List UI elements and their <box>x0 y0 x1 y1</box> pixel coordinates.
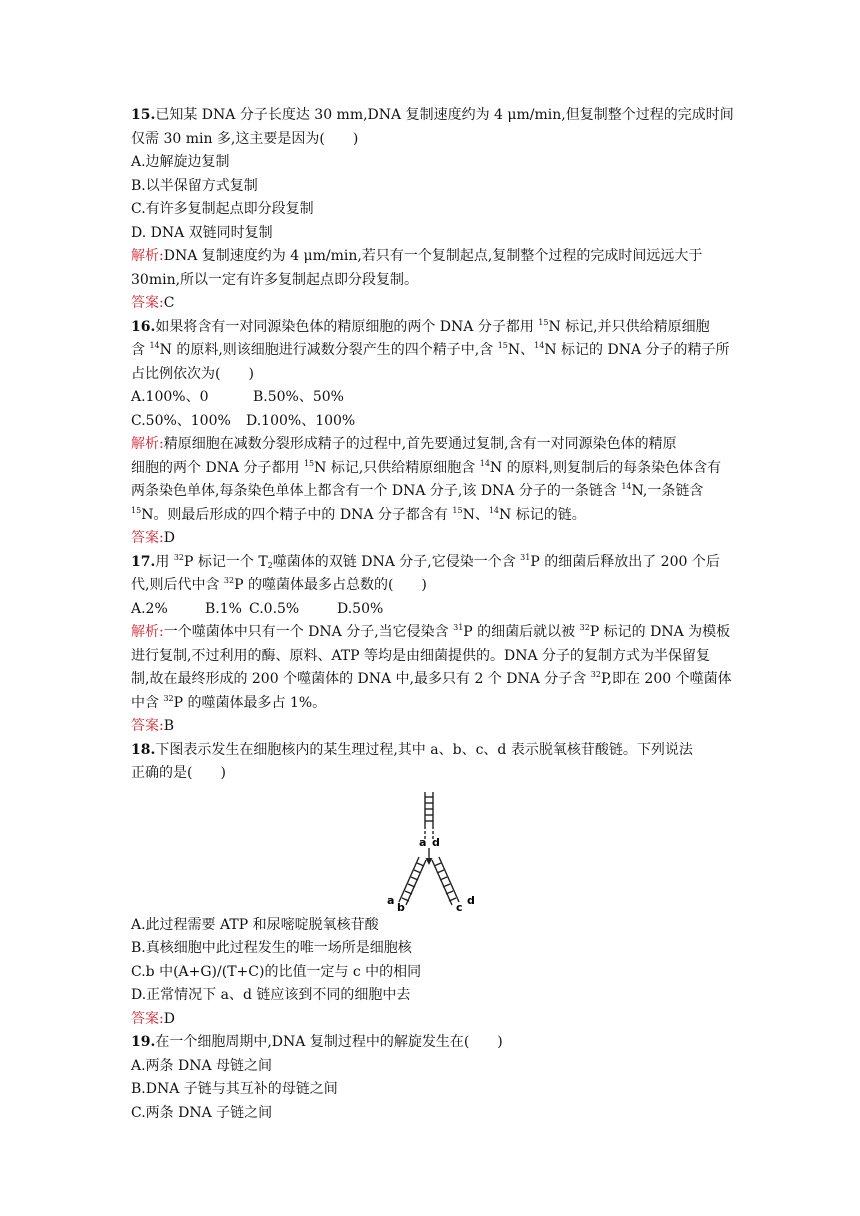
isotope-superscript: 32 <box>579 623 590 632</box>
q17-analysis-text: 一个噬菌体中只有一个 DNA 分子,当它侵染含 <box>163 624 454 640</box>
isotope-superscript: 32 <box>223 576 235 585</box>
q17-analysis-text: P,即在 200 个噬菌体 <box>600 671 732 687</box>
q16-analysis-line3 <box>131 480 731 504</box>
q19-option-c: C.两条 DNA 子链之间 <box>131 1104 273 1121</box>
q16-options-row2 <box>131 410 731 434</box>
q15-option-b: B.以半保留方式复制 <box>131 177 258 194</box>
q16-analysis-text: N 标记,只供给精原细胞含 <box>314 459 480 476</box>
q17-answer-value: B <box>163 718 175 734</box>
q16-answer <box>131 527 731 551</box>
q16-analysis-text: N。则最后形成的四个精子中的 DNA 分子都含有 <box>141 506 453 523</box>
label-d-top: d <box>432 835 440 849</box>
q17-analysis-text: 中含 <box>131 694 164 711</box>
q18-answer <box>131 1008 731 1032</box>
q16-analysis-text: 精原细胞在减数分裂形成精子的过程中,首先要通过复制,含有一对同源染色体的精原 <box>163 436 677 452</box>
question-content <box>131 104 734 1125</box>
q17-option-b: B.1% <box>205 600 242 617</box>
isotope-superscript: 32 <box>173 552 184 562</box>
q16-analysis-label: 解析: <box>131 436 164 452</box>
label-c: c <box>456 900 463 912</box>
q16-stem-text: N 标记的 DNA 分子的精子所 <box>544 342 730 358</box>
q18-option-c: C.b 中(A+G)/(T+C)的比值一定与 c 中的相同 <box>131 963 422 980</box>
q17-stem-text: 代,则后代中含 <box>131 577 224 593</box>
q17-analysis-label: 解析: <box>131 624 164 640</box>
q16-stem-text: N 标记,并只供给精原细胞 <box>548 318 710 335</box>
label-b: b <box>397 900 405 912</box>
q19-option-a: A.两条 DNA 母链之间 <box>131 1057 273 1074</box>
q19-stem-line <box>131 1031 731 1055</box>
q18-number: 18. <box>131 741 156 758</box>
q19-stem-text: 在一个细胞周期中,DNA 复制过程中的解旋发生在( ) <box>155 1034 503 1050</box>
q17-stem-text: 用 <box>155 553 174 570</box>
q16-answer-value: D <box>163 530 175 546</box>
isotope-superscript: 15 <box>538 317 549 327</box>
q17-stem-line2 <box>131 574 731 598</box>
q18-stem-text1: 下图表示发生在细胞核内的某生理过程,其中 a、b、c、d 表示脱氧核苷酸链。下列说法 <box>155 741 693 758</box>
q16-analysis-text: N 的原料,则复制后的每条染色体含有 <box>489 459 722 476</box>
q15-answer-label: 答案: <box>131 295 164 311</box>
q18-stem-line2: 正确的是( ) <box>131 765 226 781</box>
q17-stem-text: 噬菌体的双链 DNA 分子,它侵染一个含 <box>272 553 521 570</box>
q17-stem-text: P 标记一个 T <box>184 553 268 570</box>
q17-option-d: D.50% <box>337 600 384 617</box>
q16-stem-line3: 占比例依次为( ) <box>131 365 254 382</box>
q18-answer-value: D <box>163 1010 175 1027</box>
q16-analysis-text: N、 <box>462 506 489 523</box>
q15-answer <box>131 292 731 316</box>
q17-analysis-text: P 的细菌后就以被 <box>463 624 580 640</box>
q16-analysis-line2 <box>131 457 731 481</box>
q15-number: 15. <box>131 107 156 123</box>
q16-analysis-line1 <box>131 433 731 457</box>
q15-option-c: C.有许多复制起点即分段复制 <box>131 201 314 217</box>
q15-option-d: D. DNA 双链同时复制 <box>131 224 273 241</box>
q17-option-c: C.0.5% <box>249 600 300 617</box>
q17-option-a: A.2% <box>131 600 168 617</box>
q19-number: 19. <box>131 1034 156 1050</box>
q16-option-a: A.100%、0 <box>131 389 209 405</box>
q16-stem-line2 <box>131 339 731 363</box>
isotope-superscript: 15 <box>452 505 463 515</box>
q15-option-a: A.边解旋边复制 <box>131 154 230 170</box>
q17-analysis-line2: 进行复制,不过利用的酶、原料、ATP 等均是由细菌提供的。DNA 分子的复制方式为半保留复 <box>131 647 711 664</box>
isotope-superscript: 31 <box>453 623 464 632</box>
q16-stem-text: N 的原料,则该细胞进行减数分裂产生的四个精子中,含 <box>159 342 498 358</box>
q18-option-a: A.此过程需要 ATP 和尿嘧啶脱氧核苷酸 <box>131 916 379 933</box>
isotope-superscript: 15 <box>303 458 315 468</box>
q19-option-b: B.DNA 子链与其互补的母链之间 <box>131 1081 338 1097</box>
q18-option-d: D.正常情况下 a、d 链应该到不同的细胞中去 <box>131 987 411 1003</box>
q17-options-row <box>131 598 731 622</box>
q16-analysis-text: N 标记的链。 <box>499 506 586 523</box>
q17-analysis-text: 制,故在最终形成的 200 个噬菌体的 DNA 中,最多只有 2 个 DNA 分子含 <box>131 671 591 687</box>
isotope-superscript: 14 <box>149 341 160 350</box>
q17-analysis-line1 <box>131 621 731 645</box>
q16-analysis-text: N,一条链含 <box>631 483 704 499</box>
q16-stem-text: 含 <box>131 342 150 358</box>
dna-replication-figure <box>131 786 731 914</box>
label-a-left: a <box>387 893 395 907</box>
q17-stem-text: P 的细菌后释放出了 200 个后 <box>530 553 720 570</box>
q15-stem-text1: 已知某 DNA 分子长度达 30 mm,DNA 复制速度约为 4 μm/min,但复制整个过程的完成时间 <box>155 107 734 123</box>
q16-number: 16. <box>131 318 156 335</box>
q16-stem-line1 <box>131 316 731 340</box>
q16-option-c: C.50%、100% <box>131 412 231 429</box>
q17-answer-label: 答案: <box>131 718 164 734</box>
q17-stem-text: P 的噬菌体最多占总数的( ) <box>234 577 427 593</box>
q18-stem-line1 <box>131 739 731 763</box>
isotope-superscript: 14 <box>479 458 490 468</box>
q17-analysis-text: P 标记的 DNA 为模板 <box>589 624 731 640</box>
q16-analysis-text: 细胞的两个 DNA 分子都用 <box>131 459 304 476</box>
q16-stem-text: N、 <box>507 342 535 358</box>
q17-answer <box>131 715 731 739</box>
q17-stem-line1 <box>131 551 731 575</box>
q15-stem-line1 <box>131 104 734 128</box>
q16-analysis-line4 <box>131 504 731 528</box>
q17-analysis-text: P 的噬菌体最多占 1%。 <box>173 694 327 711</box>
q16-stem-text: 如果将含有一对同源染色体的精原细胞的两个 DNA 分子都用 <box>155 318 539 335</box>
isotope-superscript: 15 <box>497 341 508 350</box>
isotope-superscript: 15 <box>131 505 142 515</box>
q15-analysis-label: 解析: <box>131 248 164 264</box>
isotope-superscript: 14 <box>534 341 545 350</box>
q18-option-b: B.真核细胞中此过程发生的唯一场所是细胞核 <box>131 940 412 956</box>
q16-answer-label: 答案: <box>131 530 164 546</box>
q15-analysis-line2: 30min,所以一定有许多复制起点即分段复制。 <box>131 271 419 288</box>
q15-stem-line2: 仅需 30 min 多,这主要是因为( ) <box>131 130 359 147</box>
q15-analysis-line1 <box>131 245 731 269</box>
isotope-superscript: 14 <box>621 482 632 491</box>
q15-answer-value: C <box>163 295 175 311</box>
label-a-top: a <box>419 835 427 849</box>
isotope-superscript: 14 <box>488 505 499 515</box>
isotope-superscript: 31 <box>520 552 531 562</box>
q17-number: 17. <box>131 553 156 570</box>
isotope-superscript: 32 <box>163 693 174 703</box>
q16-option-d: D.100%、100% <box>246 412 356 429</box>
q16-analysis-text: 两条染色单体,每条染色单体上都含有一个 DNA 分子,该 DNA 分子的一条链含 <box>131 483 622 499</box>
q17-analysis-line3 <box>131 668 731 692</box>
q16-options-row1 <box>131 386 731 410</box>
subscript: 2 <box>267 560 273 570</box>
q15-analysis-text1: DNA 复制速度约为 4 μm/min,若只有一个复制起点,复制整个过程的完成时间远远大于 <box>163 248 703 264</box>
q17-analysis-line4 <box>131 692 731 716</box>
q18-answer-label: 答案: <box>131 1010 164 1027</box>
isotope-superscript: 32 <box>590 670 601 679</box>
replication-fork-diagram <box>381 790 491 912</box>
label-d-right: d <box>467 893 475 907</box>
q16-option-b: B.50%、50% <box>253 389 344 405</box>
